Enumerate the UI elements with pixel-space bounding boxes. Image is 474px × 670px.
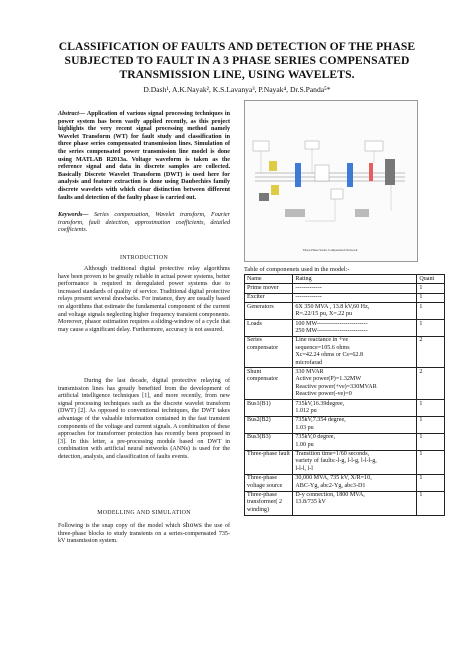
component-rating [293,491,417,515]
component-quantity: 1 [417,320,445,337]
component-name: Bus1(B1) [245,400,293,417]
intro-paragraph-1: Although traditional digital protective relay algorithms have been proven to be greatly reliable in actual power systems, better performance is required in deregulated power systems due to increased standards of quality of service. Traditional digital protective relays present several drawbacks. For instance, they are usually based on algorithms that estimate the fundamental component of the current and voltage signals neglecting higher frequency transient components. Moreover, phasor estimation requires a sliding-window of a cycle that may cause a significant delay. Furthermore, accuracy is not assured. [58,266,230,333]
component-name: Three-phase voltage source [245,474,293,491]
component-quantity: 1 [417,284,445,293]
component-name: Series compensator [245,336,293,368]
rating-line: Reactive power(-ve)=0 [295,391,352,398]
rating-line: 30,000 MVA, 735 kV, X/R=10, [295,475,372,482]
rating-line: Line reactance in +ve [295,337,349,344]
table-header-row [245,275,445,284]
component-name: Bus3(B3) [245,433,293,450]
component-rating [293,416,417,433]
table-row [245,336,445,368]
rating-line: variety of faults:-l-g, l-l-g, l-l-l-g, [295,458,377,465]
component-quantity: 1 [417,433,445,450]
rating-line: D-y connection, 1800 MVA, [295,492,365,499]
abstract [58,111,230,202]
intro-paragraph-2: During the last decade, digital protective relaying of transmission lines has greatly benefited from the development of artificial intelligence techniques [1], and more recently, from new signal processing techniques such as the discrete wavelet transform (DWT) [2]. As opposed to conventional techniques, the DWT takes advantage of the valuable information contained in the fast transient components of the voltage and current signals. A combination of these approaches for transformer protection has recently been proposed in [3]. In this letter, a pre-processing module based on DWT in combination with artificial neural networks (ANNs) is used for the detection, analysis, and classification of faults events. [58,378,230,460]
table-row [245,284,445,293]
rating-line: 250 MW------------------------- [295,327,368,334]
modelling-text-b: the use of three-phase blocks to study transients on a series-compensated 735-kV transmission system. [58,523,231,545]
keywords-body: Series compensation, Wavelet transform, Fourier transform, fault detection, approximation coefficients, detailed coefficients. [58,212,230,234]
component-rating [293,474,417,491]
table-row [245,491,445,515]
rating-line: microfarad [295,359,323,366]
rating-line: ------------- [295,284,322,291]
table-row [245,433,445,450]
table-row [245,368,445,400]
component-quantity: 1 [417,450,445,474]
component-quantity: 1 [417,491,445,515]
rating-line: R=.22/15 pu, X=.22 pu [295,311,353,318]
table-header-rating: Rating [293,275,417,284]
table-header-name: Name [245,275,293,284]
rating-line: 330 MVAR [295,368,324,375]
rating-line: 6X 350 MVA , 13.8 kV,60 Hz, [295,303,370,310]
component-rating [293,450,417,474]
rating-line: l-l-l, l-l [295,465,313,472]
keywords-lead: Keywords— [58,212,89,218]
table-row [245,400,445,417]
table-row [245,293,445,302]
modelling-text-emphasis: shows [182,520,202,529]
author-list: D.Dash¹, A.K.Nayak², K.S.Lavanya³, P.Nayak⁴, Dr.S.Panda⁵* [143,85,331,94]
rating-line: ABC-Yg, abc2-Yg, abc3-D1 [295,482,366,489]
component-name: Loads [245,320,293,337]
rating-line: 100 MW------------------------- [295,320,368,327]
component-quantity: 2 [417,336,445,368]
rating-line: Reactive power(+ve)=330MVAR [295,383,377,390]
component-rating [293,400,417,417]
modelling-paragraph [58,521,230,546]
rating-line: 1.012 pu [295,408,317,414]
component-name: Bus2(B2) [245,416,293,433]
rating-line: ------------- [295,294,322,301]
component-quantity: 1 [417,293,445,302]
section-heading-introduction: INTRODUCTION [119,255,169,261]
rating-line: Active power(P)=1.32MW [295,376,362,383]
component-rating [293,320,417,337]
rating-line: 1.03 pu [295,424,314,431]
table-body [245,284,445,515]
component-rating [293,433,417,450]
component-rating [293,284,417,293]
components-table [244,274,445,516]
modelling-text-a: Following is the snap copy of the model which [58,523,183,529]
component-quantity: 1 [417,416,445,433]
rating-line: 735kV,0 degree, [295,434,336,441]
table-caption: Table of componenets used in the model:- [244,266,350,273]
simulink-diagram [245,101,417,261]
component-name: Prime mover [245,284,293,293]
table-row [245,474,445,491]
keywords [58,212,230,235]
table-row [245,416,445,433]
rating-line: Transition time=1/60 seconds, [295,451,370,458]
component-rating [293,303,417,320]
table-row [245,320,445,337]
figure-caption: Three-Phase Series Compensated Network [302,248,358,252]
component-rating [293,293,417,302]
abstract-body: Application of various signal processing techniques in power system has been vastly applied recently, as this project highlights the very recent signal processing method namely Wavelet Transform (WT) for fault study and classification in three phase series compensated transmission lines. Simulation of the series compensated power transmission line model is done using MATLAB R2013a. Voltage waveform is taken as the reference signal and data in discrete samples are collected. Basically Discrete Wavelet Transform (DWT) is used here for analysis and feature extraction is done using Daubechies family discrete wavelets with which clear distinction between different faults and detection of the faulty phase is carried out. [58,111,230,201]
rating-line: 13.8/735 kV [295,499,326,506]
rating-line: Xc=42.24 ohms or Cs=62.8 [295,352,364,359]
component-rating [293,368,417,400]
table-row [245,450,445,474]
paper-title: CLASSIFICATION OF FAULTS AND DETECTION OF THE PHASE SUBJECTED TO FAULT IN A 3 PHASE SERIES COMPENSATED TRANSMISSION LINE, USING WAVELETS. [58,40,416,81]
component-name: Exciter [245,293,293,302]
component-quantity: 1 [417,474,445,491]
table-header-quant: Quant [417,275,445,284]
rating-line: 735kV,16.39degree, [295,400,345,407]
rating-line: 735kV,7.354 degree, [295,417,346,424]
table-row [245,303,445,320]
component-name: Three-phase transformer( 2 winding) [245,491,293,515]
section-heading-modelling: MODELLING AND SIMULATION [97,510,191,516]
rating-line: sequence=105.6 ohms [295,344,350,351]
component-name: Generators [245,303,293,320]
component-name: Three-phase fault [245,450,293,474]
component-quantity: 1 [417,400,445,417]
rating-line: 1.00 pu [295,441,314,448]
component-quantity: 2 [417,368,445,400]
simulink-model-figure [244,100,418,262]
abstract-lead: Abstract— [58,111,86,117]
component-quantity: 1 [417,303,445,320]
component-name: Shunt compensator [245,368,293,400]
component-rating [293,336,417,368]
